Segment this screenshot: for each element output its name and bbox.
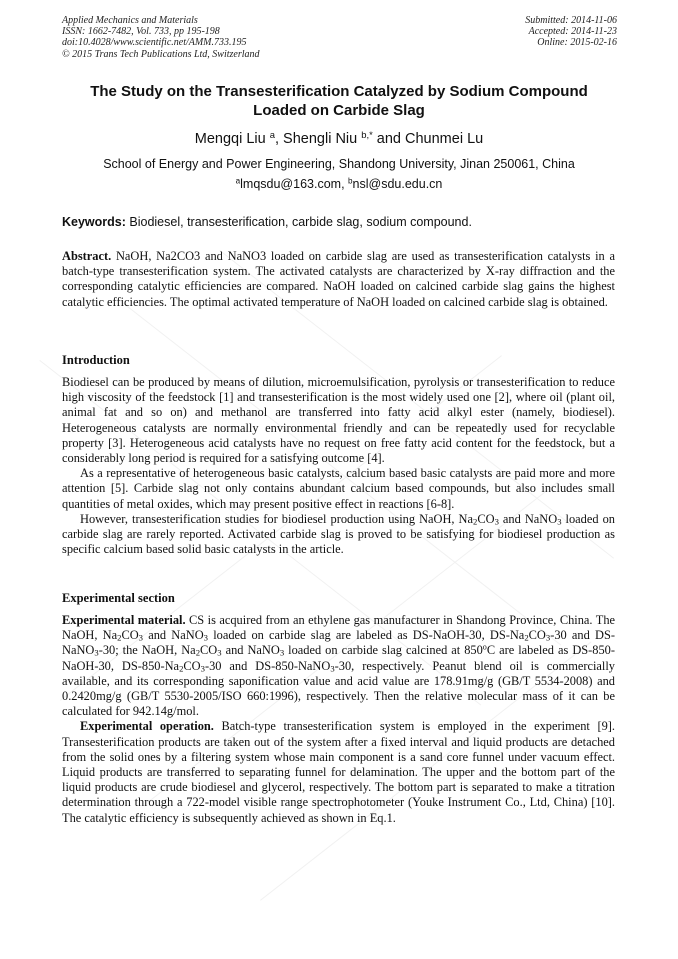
submitted-date: Submitted: 2014-11-06 <box>525 15 617 26</box>
abstract-label: Abstract. <box>62 249 112 263</box>
intro-paragraph-2: As a representative of heterogeneous basic catalysts, calcium based basic catalysts are paid more and more attention [5]. Carbide slag not only contains abundant calcium based compounds, but also includes small quantities of metal oxides, which may present positive effect in reactions [6-8]. <box>62 466 615 511</box>
doi-line: doi:10.4028/www.scientific.net/AMM.733.195 <box>62 37 247 49</box>
email-2[interactable]: nsl@sdu.edu.cn <box>352 177 443 191</box>
author-1: Mengqi Liu <box>194 131 266 147</box>
author-2: Shengli Niu <box>283 131 358 147</box>
author-2-mark: b,* <box>361 128 373 140</box>
operation-label: Experimental operation. <box>80 719 214 734</box>
title-line-2: Loaded on Carbide Slag <box>253 102 425 119</box>
online-date: Online: 2015-02-16 <box>537 37 617 49</box>
affiliation: School of Energy and Power Engineering, Shandong University, Jinan 250061, China <box>103 157 575 171</box>
author-emails <box>40 176 638 192</box>
material-paragraph: Experimental material. CS is acquired from an ethylene gas manufacturer in Shandong Province, China. The NaOH, $Na_2CO_3$ and NaNO$_3$ loaded on carbide slag are labeled as DS-NaOH-30, $DS-Na_2CO_3-30$ and DS-NaNO$_3$-30; the NaOH, $Na_2CO_3$ and NaNO$_3$ loaded on carbide slag calcined at 850$^o$C are labeled as DS-850-NaOH-30, $DS-850-Na_2CO_3-30$ and DS-850-NaNO$_3$-30, respectively. Peanut blend oil is commercially available, and its corresponding saponification value and acid value are 178.91mg/g (GB/T 5534-2008) and 0.2420mg/g (GB/T 5530-2005/ISO 660:1996), respectively. Then the relative molecular mass of it can be calculated for 942.14g/mol. <box>62 613 616 719</box>
material-label: Experimental material. <box>62 613 186 627</box>
intro-paragraph-1: Biodiesel can be produced by means of dilution, microemulsification, pyrolysis or transesterification to reduce high viscosity of the feedstock [1] and transesterification is the most widely used one [2], where oil (plant oil, animal fat and so on) and methanol are transferred into fatty acid alkyl ester (namely, biodiesel). Heterogeneous catalysts are normally environmental friendly and can be repeatedly used for recyclable property [3]. Heterogeneous acid catalysts have no request on free fatty acid content for the feedstock, but a considerably long period is required for a satisfying outcome [4]. <box>62 375 615 466</box>
author-1-mark: a <box>269 128 275 140</box>
journal-name: Applied Mechanics and Materials <box>62 15 198 26</box>
author-3: and Chunmei Lu <box>376 131 484 147</box>
journal-info <box>62 15 260 60</box>
paper-title <box>40 82 638 120</box>
copyright-line: © 2015 Trans Tech Publications Ltd, Switzerland <box>62 48 260 60</box>
introduction-body <box>62 375 615 557</box>
introduction-heading: Introduction <box>62 353 130 367</box>
accepted-date: Accepted: 2014-11-23 <box>528 26 617 38</box>
keywords <box>62 214 472 230</box>
email-1-mark: a <box>235 176 241 186</box>
abstract <box>62 249 615 310</box>
keywords-text: Biodiesel, transesterification, carbide slag, sodium compound. <box>129 215 472 229</box>
operation-paragraph: Experimental operation. Batch-type transesterification system is employed in the experiment [9]. Transesterification products are taken out of the system after a fixed interval and liquid products are detached from the solid ones by a filtering system whose main component is a sand core funnel under vacuum effect. Liquid products are transferred to separating funnel for delamination. The upper and the bottom part of the liquid products are crude biodiesel and glycerol, respectively. The bottom part is separated to make a titration determination through a 722-model visible range spectrophotometer (Youke Instrument Co., Ltd, China) [10]. The catalytic efficiency is subsequently achieved as shown in Eq.1. <box>62 719 615 825</box>
experimental-body <box>62 613 615 826</box>
issn-line: ISSN: 1662-7482, Vol. 733, pp 195-198 <box>62 26 220 38</box>
email-2-mark: b <box>348 176 353 186</box>
abstract-text: NaOH, Na2CO3 and NaNO3 loaded on carbide slag are used as transesterification catalysts in a batch-type transesterification system. The activated catalysts are characterized by X-ray diffraction and the corresponding catalytic efficiencies are compared. NaOH loaded on calcined carbide slag gains the highest catalytic efficiencies. The optimal activated temperature of NaOH loaded on calcined carbide slag is obtained. <box>62 249 615 309</box>
submission-dates <box>525 15 617 49</box>
title-line-1: The Study on the Transesterification Catalyzed by Sodium Compound <box>90 83 588 100</box>
intro-paragraph-3: However, transesterification studies for biodiesel production using NaOH, $Na_2CO_3$ and NaNO$_3$ loaded on carbide slag are rarely reported. Activated carbide slag is proved to be satisfying for biodiesel production as specific calcium based solid basic catalysts in the article. <box>62 511 615 557</box>
experimental-heading: Experimental section <box>62 591 175 605</box>
keywords-label: Keywords: <box>62 215 126 229</box>
author-list: Mengqi Liu $^a$, Shengli Niu $^{b,*}$ and Chunmei Lu <box>194 128 484 147</box>
email-1[interactable]: lmqsdu@163.com, <box>240 177 345 191</box>
